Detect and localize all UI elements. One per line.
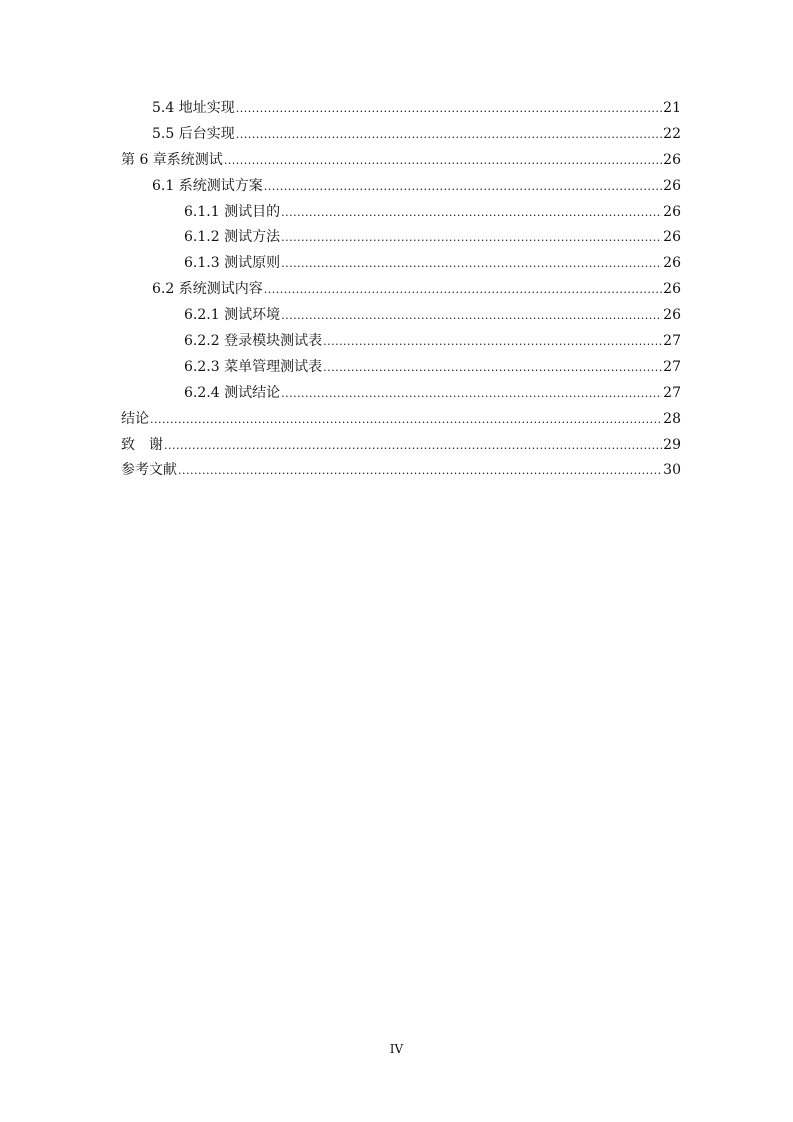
toc-entry-6-2-4[interactable]: [121, 381, 681, 407]
page-number: IV: [389, 1042, 404, 1056]
toc-entry-title: 6.1.1 测试目的: [184, 203, 281, 220]
toc-entry-page: 26: [663, 151, 681, 168]
toc-entry-title: 5.5 后台实现: [152, 125, 235, 142]
toc-entry-page: 27: [663, 358, 681, 375]
toc-entry-6-1-2[interactable]: [121, 225, 681, 251]
toc-entry-6-2-3[interactable]: [121, 355, 681, 381]
toc-entry-6-2-1[interactable]: [121, 303, 681, 329]
toc-dot-leader: [281, 251, 662, 277]
toc-entry-title: 6.2.4 测试结论: [184, 384, 281, 401]
toc-dot-leader: [281, 225, 662, 251]
toc-dot-leader: [323, 329, 662, 355]
toc-entry-title: 6.2.2 登录模块测试表: [184, 333, 323, 350]
toc-dot-leader: [323, 355, 662, 381]
toc-entry-title: 第 6 章系统测试: [121, 151, 223, 168]
toc-entry-title: 6.1.2 测试方法: [184, 229, 281, 246]
toc-entry-6-1-1[interactable]: [121, 200, 681, 226]
toc-dot-leader: [178, 458, 662, 484]
table-of-contents: [121, 96, 681, 484]
toc-entry-title: 6.2.1 测试环境: [184, 307, 281, 324]
toc-dot-leader: [164, 433, 662, 459]
toc-dot-leader: [281, 381, 662, 407]
toc-entry-title: 5.4 地址实现: [152, 100, 235, 116]
toc-entry-page: 21: [663, 100, 681, 116]
toc-entry-page: 26: [663, 229, 681, 246]
toc-entry-references[interactable]: [121, 458, 681, 484]
toc-entry-5-4[interactable]: [121, 96, 681, 122]
toc-entry-page: 26: [663, 307, 681, 324]
toc-entry-page: 26: [663, 203, 681, 220]
toc-entry-6-1[interactable]: [121, 174, 681, 200]
toc-entry-page: 22: [663, 125, 681, 142]
toc-entry-title: 6.1 系统测试方案: [152, 177, 263, 194]
toc-entry-5-5[interactable]: [121, 122, 681, 148]
toc-entry-6-2[interactable]: [121, 277, 681, 303]
toc-entry-title: 参考文献: [121, 462, 177, 479]
toc-entry-acknowledgements[interactable]: [121, 433, 681, 459]
toc-entry-title: 6.2.3 菜单管理测试表: [184, 358, 323, 375]
toc-entry-page: 29: [663, 436, 681, 453]
toc-dot-leader: [236, 96, 662, 122]
toc-entry-conclusion[interactable]: [121, 407, 681, 433]
toc-dot-leader: [150, 407, 662, 433]
toc-dot-leader: [264, 277, 662, 303]
toc-entry-title: 6.2 系统测试内容: [152, 281, 263, 298]
toc-dot-leader: [236, 122, 662, 148]
toc-entry-title: 结论: [121, 410, 149, 427]
toc-dot-leader: [224, 148, 662, 174]
toc-dot-leader: [281, 303, 662, 329]
toc-dot-leader: [281, 200, 662, 226]
toc-entry-page: 27: [663, 333, 681, 350]
toc-entry-page: 28: [663, 410, 681, 427]
toc-entry-6-2-2[interactable]: [121, 329, 681, 355]
toc-entry-title: 致 谢: [121, 436, 163, 453]
toc-entry-page: 30: [663, 462, 681, 479]
toc-entry-6-1-3[interactable]: [121, 251, 681, 277]
toc-entry-title: 6.1.3 测试原则: [184, 255, 281, 272]
toc-dot-leader: [264, 174, 662, 200]
toc-entry-page: 26: [663, 177, 681, 194]
toc-entry-page: 26: [663, 255, 681, 272]
toc-entry-page: 27: [663, 384, 681, 401]
toc-entry-page: 26: [663, 281, 681, 298]
toc-entry-chapter-6[interactable]: [121, 148, 681, 174]
